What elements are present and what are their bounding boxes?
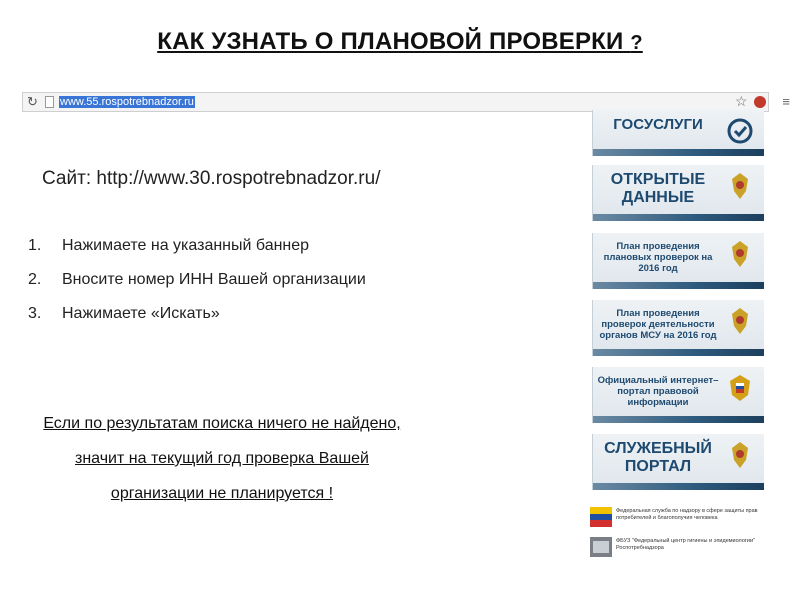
russia-emblem-icon bbox=[726, 373, 754, 403]
emblem-icon bbox=[726, 440, 754, 470]
gosuslugi-icon bbox=[726, 116, 754, 146]
banner-service-portal[interactable] bbox=[592, 434, 764, 490]
footer-link-text: Федеральная служба по надзору в сфере защиты прав потребителей и благополучия человека bbox=[616, 508, 758, 521]
page-title-question: ? bbox=[630, 32, 643, 54]
step-text: Нажимаете «Искать» bbox=[62, 305, 220, 322]
banner-label: Официальный интернет–портал правовой информации bbox=[597, 375, 719, 408]
banner-label: План проведения проверок деятельности органов МСУ на 2016 год bbox=[599, 308, 717, 341]
list-item bbox=[28, 229, 408, 263]
banner-plan-inspections[interactable] bbox=[592, 233, 764, 289]
result-note: Если по результатам поиска ничего не найдено, значит на текущий год проверка Вашей организации не планируется ! bbox=[43, 415, 401, 502]
browser-address-bar[interactable] bbox=[22, 92, 790, 112]
step-number: 1. bbox=[28, 237, 42, 254]
step-number: 2. bbox=[28, 271, 42, 288]
emblem-icon bbox=[726, 239, 754, 269]
footer-link-rospotrebnadzor[interactable] bbox=[590, 507, 766, 527]
page-title bbox=[0, 28, 800, 56]
rospotrebnadzor-logo-icon bbox=[590, 507, 612, 527]
banner-legal-portal[interactable] bbox=[592, 367, 764, 423]
reload-icon[interactable]: ↻ bbox=[27, 94, 38, 109]
list-item bbox=[28, 297, 408, 331]
banner-gosuslugi[interactable] bbox=[592, 110, 764, 156]
footer-link-text: ФБУЗ "Федеральный центр гигиены и эпидемиологии" Роспотребнадзора bbox=[616, 538, 755, 551]
step-text: Нажимаете на указанный баннер bbox=[62, 237, 310, 254]
banner-label: План проведения плановых проверок на 2016 год bbox=[603, 241, 713, 274]
emblem-icon bbox=[726, 306, 754, 336]
banner-label: СЛУЖЕБНЫЙ ПОРТАЛ bbox=[604, 440, 712, 475]
emblem-icon bbox=[726, 171, 754, 201]
banner-open-data[interactable] bbox=[592, 165, 764, 221]
banner-label: ОТКРЫТЫЕ ДАННЫЕ bbox=[610, 171, 706, 206]
browser-menu-icon[interactable]: ≡ bbox=[782, 94, 790, 109]
address-url[interactable]: www.55.rospotrebnadzor.ru bbox=[60, 96, 194, 108]
banner-plan-msu[interactable] bbox=[592, 300, 764, 356]
steps-list bbox=[28, 229, 408, 331]
extension-icon[interactable] bbox=[754, 96, 766, 108]
banner-label: ГОСУСЛУГИ bbox=[613, 116, 703, 133]
bookmark-star-icon[interactable]: ☆ bbox=[735, 93, 748, 109]
step-text: Вносите номер ИНН Вашей организации bbox=[62, 271, 366, 288]
list-item bbox=[28, 263, 408, 297]
fcgie-logo-icon bbox=[590, 537, 612, 557]
step-number: 3. bbox=[28, 305, 42, 322]
site-address-text: Сайт: http://www.30.rospotrebnadzor.ru/ bbox=[42, 168, 381, 189]
page-icon bbox=[45, 96, 54, 108]
footer-link-fcgie[interactable] bbox=[590, 537, 766, 557]
page-title-text: КАК УЗНАТЬ О ПЛАНОВОЙ ПРОВЕРКИ bbox=[157, 28, 624, 55]
